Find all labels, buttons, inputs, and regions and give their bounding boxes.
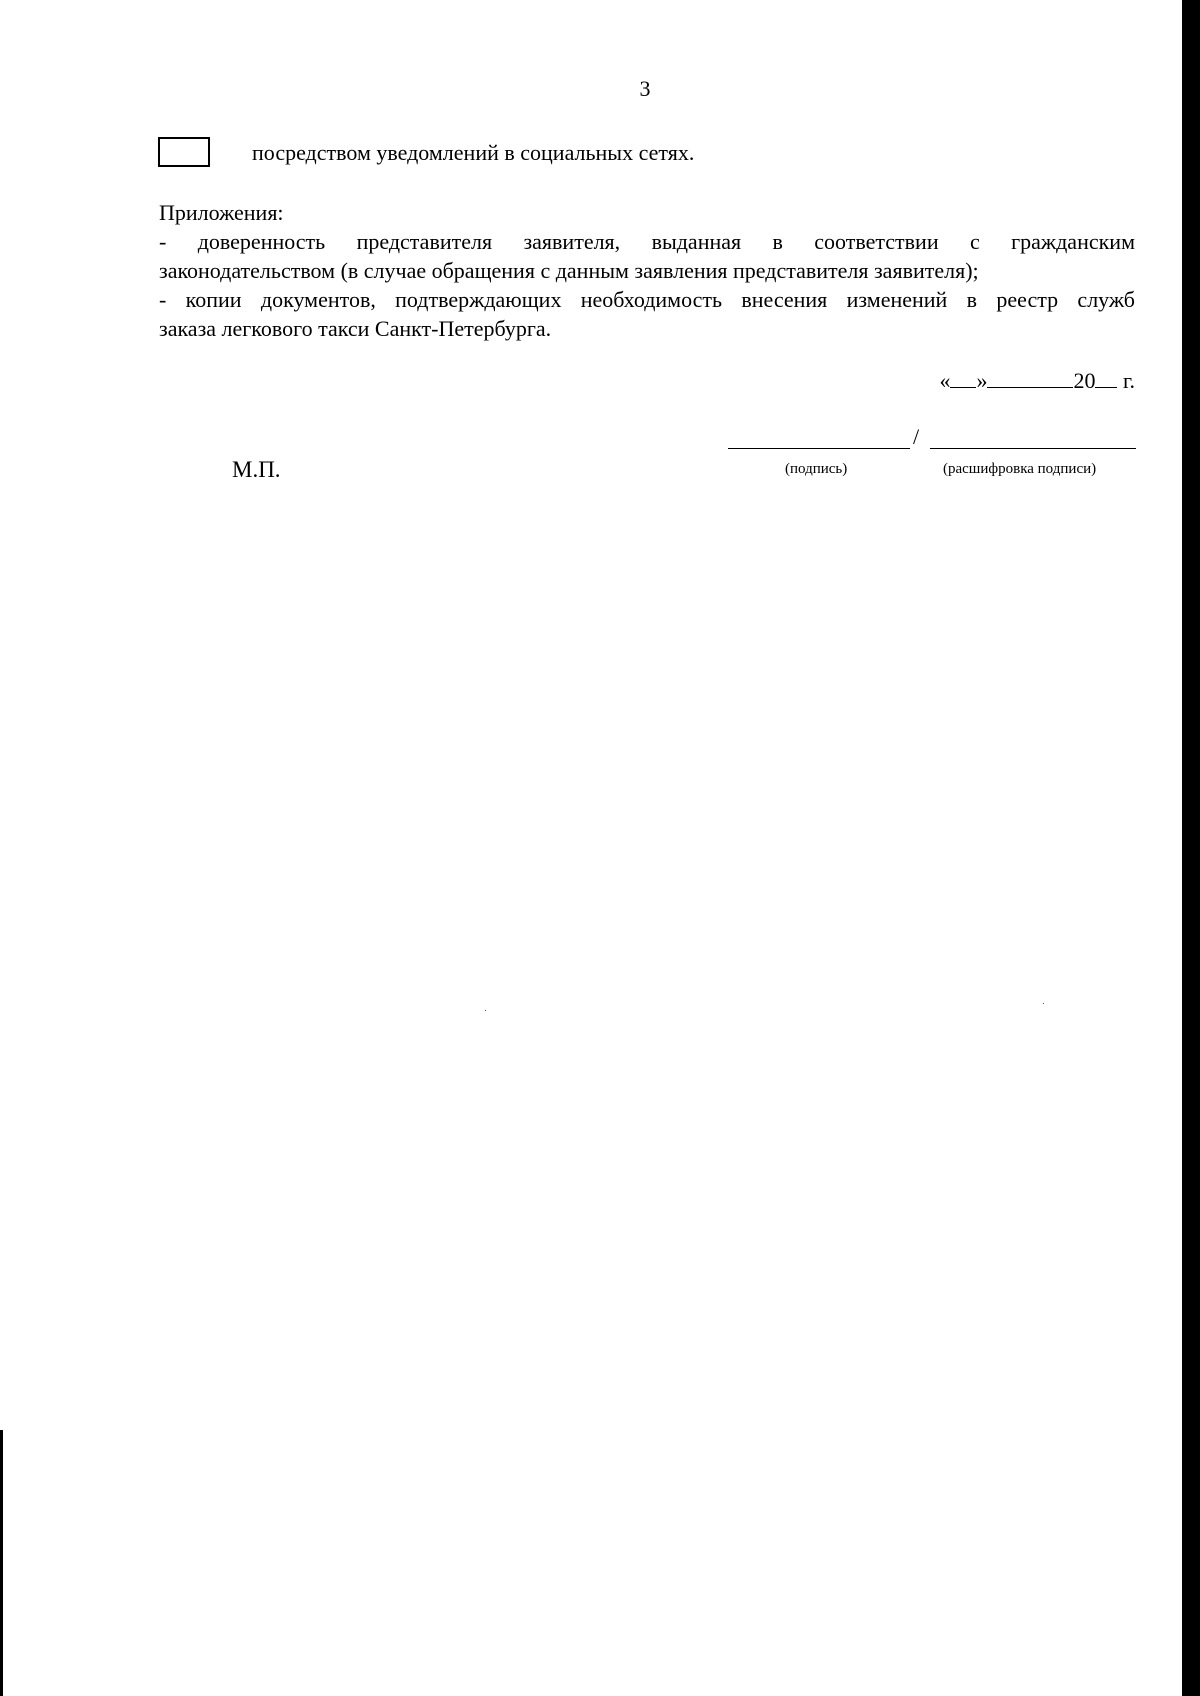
date-open-quote: « (939, 368, 951, 393)
attachment-item-documents-cont: заказа легкового такси Санкт-Петербурга. (159, 316, 552, 341)
attachment-item-power-of-attorney: - доверенность представителя заявителя, выданная в соответствии с гражданским (159, 229, 1135, 254)
attachment-item-power-of-attorney-cont: законодательством (в случае обращения с данным заявления представителя заявителя); (159, 258, 979, 283)
social-notifications-label: посредством уведомлений в социальных сетях. (252, 140, 695, 165)
day-blank[interactable] (950, 369, 976, 388)
attachment-item-documents: - копии документов, подтверждающих необходимость внесения изменений в реестр служб (159, 287, 1135, 312)
year-blank[interactable] (1095, 369, 1117, 388)
attachments-heading: Приложения: (159, 200, 284, 225)
month-blank[interactable] (987, 369, 1073, 388)
signature-separator: / (913, 424, 920, 449)
scan-speck (1043, 1003, 1044, 1004)
signature-caption: (подпись) (785, 461, 848, 477)
scan-border-right (1182, 0, 1200, 1696)
signature-blank[interactable] (728, 448, 910, 449)
social-notifications-checkbox[interactable] (158, 137, 210, 167)
date-field (939, 368, 1135, 394)
attachments-section (159, 198, 1135, 343)
scan-border-left (0, 1430, 3, 1696)
signature-decode-caption: (расшифровка подписи) (943, 461, 1097, 477)
scan-speck (485, 1010, 486, 1011)
page-number: 3 (639, 76, 651, 101)
year-prefix: 20 (1073, 368, 1096, 393)
date-close-quote: » (976, 368, 988, 393)
stamp-place: М.П. (232, 457, 281, 482)
year-suffix: г. (1122, 368, 1135, 393)
signature-decode-blank[interactable] (930, 448, 1136, 449)
